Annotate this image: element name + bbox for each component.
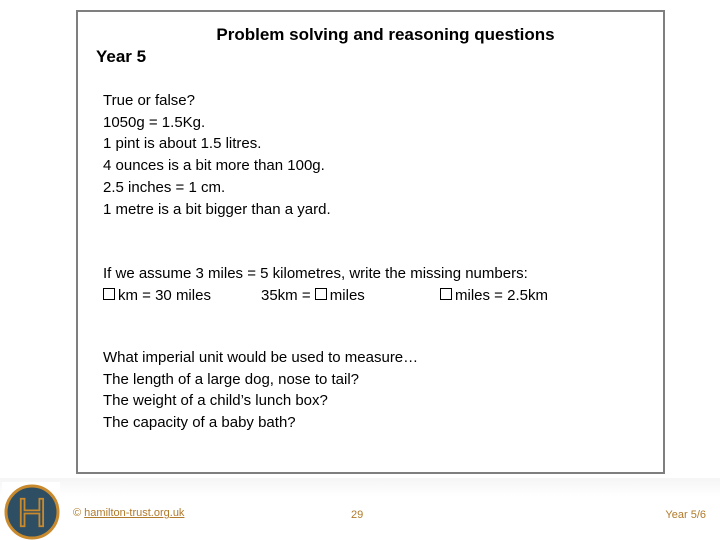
- missing-numbers-row: [103, 285, 548, 307]
- page-title: Problem solving and reasoning questions: [216, 25, 555, 44]
- true-false-section: [103, 90, 331, 220]
- true-false-heading: True or false?: [103, 92, 195, 109]
- answer-box: [315, 288, 327, 300]
- logo-letter: H: [17, 491, 47, 535]
- year-reference: Year 5/6: [665, 509, 706, 521]
- imperial-question-3: The capacity of a baby bath?: [103, 414, 296, 432]
- missing-item-1: km = 30 miles: [103, 285, 261, 307]
- answer-box: [440, 288, 452, 300]
- missing-item-2: 35km = miles: [261, 286, 365, 304]
- statement-3: 4 ounces is a bit more than 100g.: [103, 157, 325, 175]
- statement-2: 1 pint is about 1.5 litres.: [103, 135, 262, 153]
- imperial-question-2: The weight of a child’s lunch box?: [103, 392, 328, 410]
- year-label: Year 5: [96, 47, 147, 66]
- imperial-units-section: [103, 347, 418, 434]
- slide-frame: [76, 10, 665, 474]
- missing-numbers-intro: If we assume 3 miles = 5 kilometres, write the missing numbers:: [103, 265, 528, 282]
- statement-1: 1050g = 1.5Kg.: [103, 113, 206, 131]
- missing-item-3: miles = 2.5km: [440, 285, 548, 307]
- statement-4: 2.5 inches = 1 cm.: [103, 178, 226, 196]
- page-number: 29: [351, 509, 364, 521]
- missing-numbers-section: [103, 263, 548, 306]
- hamilton-trust-link[interactable]: hamilton-trust.org.uk: [84, 507, 185, 519]
- imperial-heading: What imperial unit would be used to measure…: [103, 349, 419, 366]
- imperial-question-1: The length of a large dog, nose to tail?: [103, 370, 360, 388]
- answer-box: [103, 288, 115, 300]
- hamilton-logo-icon: [2, 482, 60, 540]
- statement-5: 1 metre is a bit bigger than a yard.: [103, 200, 331, 218]
- copyright: © hamilton-trust.org.uk: [73, 507, 185, 519]
